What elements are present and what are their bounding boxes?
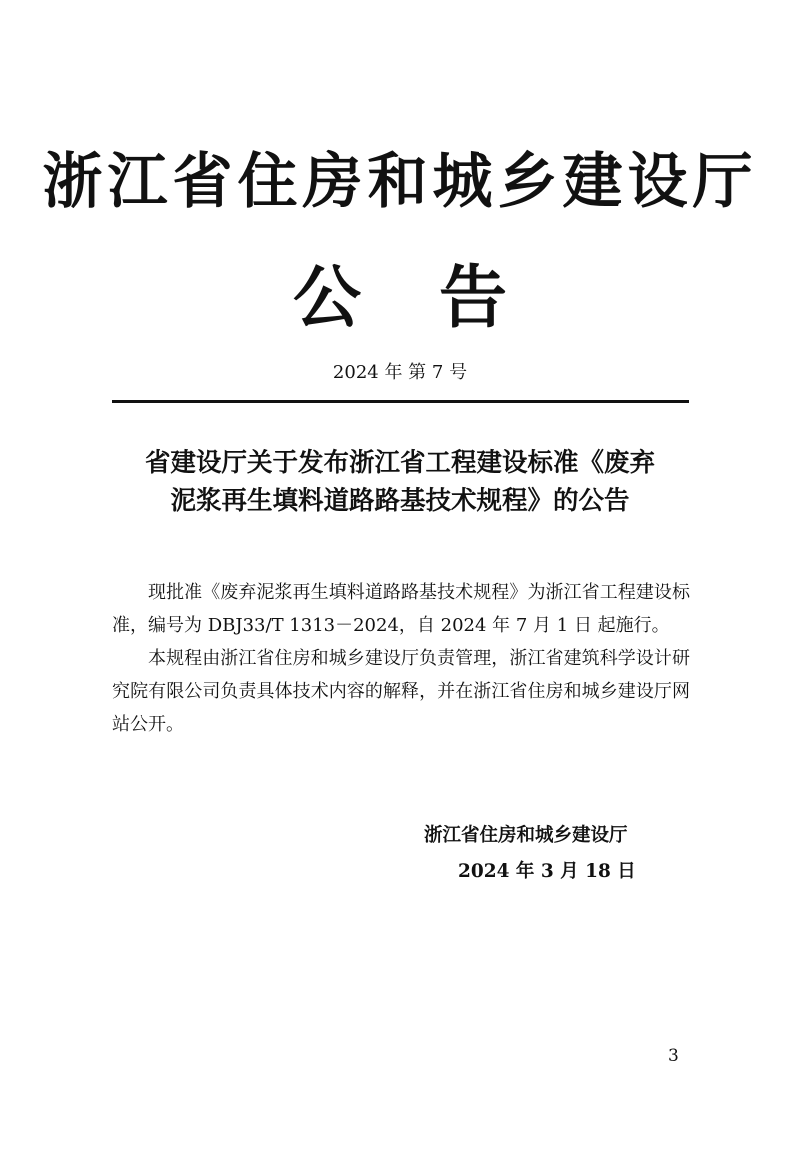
notice-title-line-2: 泥浆再生填料道路路基技术规程》的公告 xyxy=(170,486,630,516)
body-paragraph-management: 本规程由浙江省住房和城乡建设厅负责管理，浙江省建筑科学设计研究院有限公司负责具体技术内容的解释，并在浙江省住房和城乡建设厅网站公开。 xyxy=(112,648,690,735)
issuer-title: 浙江省住房和城乡建设厅 xyxy=(42,147,758,217)
notice-title xyxy=(100,444,700,520)
notice-body xyxy=(112,576,690,741)
signature-organization: 浙江省住房和城乡建设厅 xyxy=(424,825,628,846)
signature-date: 2024 年 3 月 18 日 xyxy=(458,861,636,882)
document-type-heading: 公告 xyxy=(292,258,585,338)
notice-title-line-1: 省建设厅关于发布浙江省工程建设标准《废弃 xyxy=(144,448,655,478)
body-paragraph-approval: 现批准《废弃泥浆再生填料道路路基技术规程》为浙江省工程建设标准，编号为 DBJ33/T 1313－2024，自 2024 年 7 月 1 日 起施行。 xyxy=(112,582,690,636)
header-divider xyxy=(112,400,689,403)
page-number: 3 xyxy=(668,1046,679,1066)
document-number: 2024 年 第 7 号 xyxy=(332,362,468,383)
